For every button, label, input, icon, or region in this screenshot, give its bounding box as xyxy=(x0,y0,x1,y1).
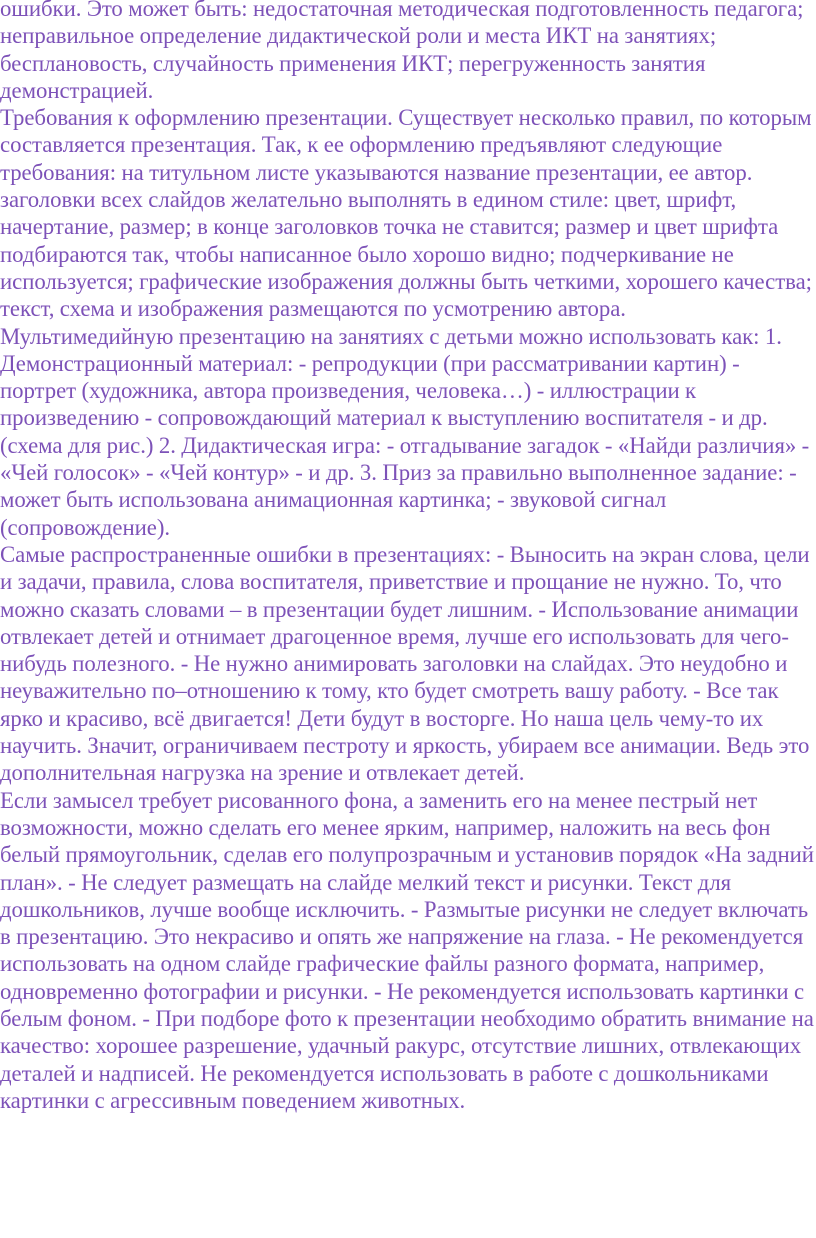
paragraph-multimedia-usage: Мультимедийную презентацию на занятиях с детьми можно использовать как: 1. Демонстрационный материал: - репродукции (при рассматривании картин) - портрет (художника, автора произведения, человека…) - иллюстрации к произведению - сопровождающий материал к выступлению воспитателя - и др. (схема для рис.) 2. Дидактическая игра: - отгадывание загадок - «Найди различия» - «Чей голосок» - «Чей контур» - и др. 3. Приз за правильно выполненное задание: - может быть использована анимационная картинка; - звуковой сигнал (сопровождение). xyxy=(0,323,810,540)
paragraph-common-mistakes: Самые распространенные ошибки в презентациях: - Выносить на экран слова, цели и задачи, правила, слова воспитателя, приветствие и прощание не нужно. То, что можно сказать словами – в презентации будет лишним. - Использование анимации отвлекает детей и отнимает драгоценное время, лучше его использовать для чего-нибудь полезного. - Не нужно анимировать заголовки на слайдах. Это неудобно и неуважительно по–отношению к тому, кто будет смотреть вашу работу. - Все так ярко и красиво, всё двигается! Дети будут в восторге. Но наша цель чему-то их научить. Значит, ограничиваем пестроту и яркость, убираем все анимации. Ведь это дополнительная нагрузка на зрение и отвлекает детей. xyxy=(0,541,810,786)
paragraph-presentation-requirements: Требования к оформлению презентации. Существует несколько правил, по которым составляется презентация. Так, к ее оформлению предъявляют следующие требования: на титульном листе указываются название презентации, ее автор. заголовки всех слайдов желательно выполнять в едином стиле: цвет, шрифт, начертание, размер; в конце заголовков точка не ставится; размер и цвет шрифта подбираются так, чтобы написанное было хорошо видно; подчеркивание не используется; графические изображения должны быть четкими, хорошего качества; текст, схема и изображения размещаются по усмотрению автора. xyxy=(0,105,812,322)
paragraph-design-recommendations: Если замысел требует рисованного фона, а заменить его на менее пестрый нет возможности, можно сделать его менее ярким, например, наложить на весь фон белый прямоугольник, сделав его полупрозрачным и установив порядок «На задний план». - Не следует размещать на слайде мелкий текст и рисунки. Текст для дошкольников, лучше вообще исключить. - Размытые рисунки не следует включать в презентацию. Это некрасиво и опять же напряжение на глаза. - Не рекомендуется использовать на одном слайде графические файлы разного формата, например, одновременно фотографии и рисунки. - Не рекомендуется использовать картинки с белым фоном. - При подборе фото к презентации необходимо обратить внимание на качество: хорошее разрешение, удачный ракурс, отсутствие лишних, отвлекающих деталей и надписей. Не рекомендуется использовать в работе с дошкольниками картинки с агрессивным поведением животных. xyxy=(0,787,814,1113)
paragraph-errors-continued: ошибки. Это может быть: недостаточная методическая подготовленность педагога; неправильное определение дидактической роли и места ИКТ на занятиях; бесплановость, случайность применения ИКТ; перегруженность занятия демонстрацией. xyxy=(0,0,804,103)
